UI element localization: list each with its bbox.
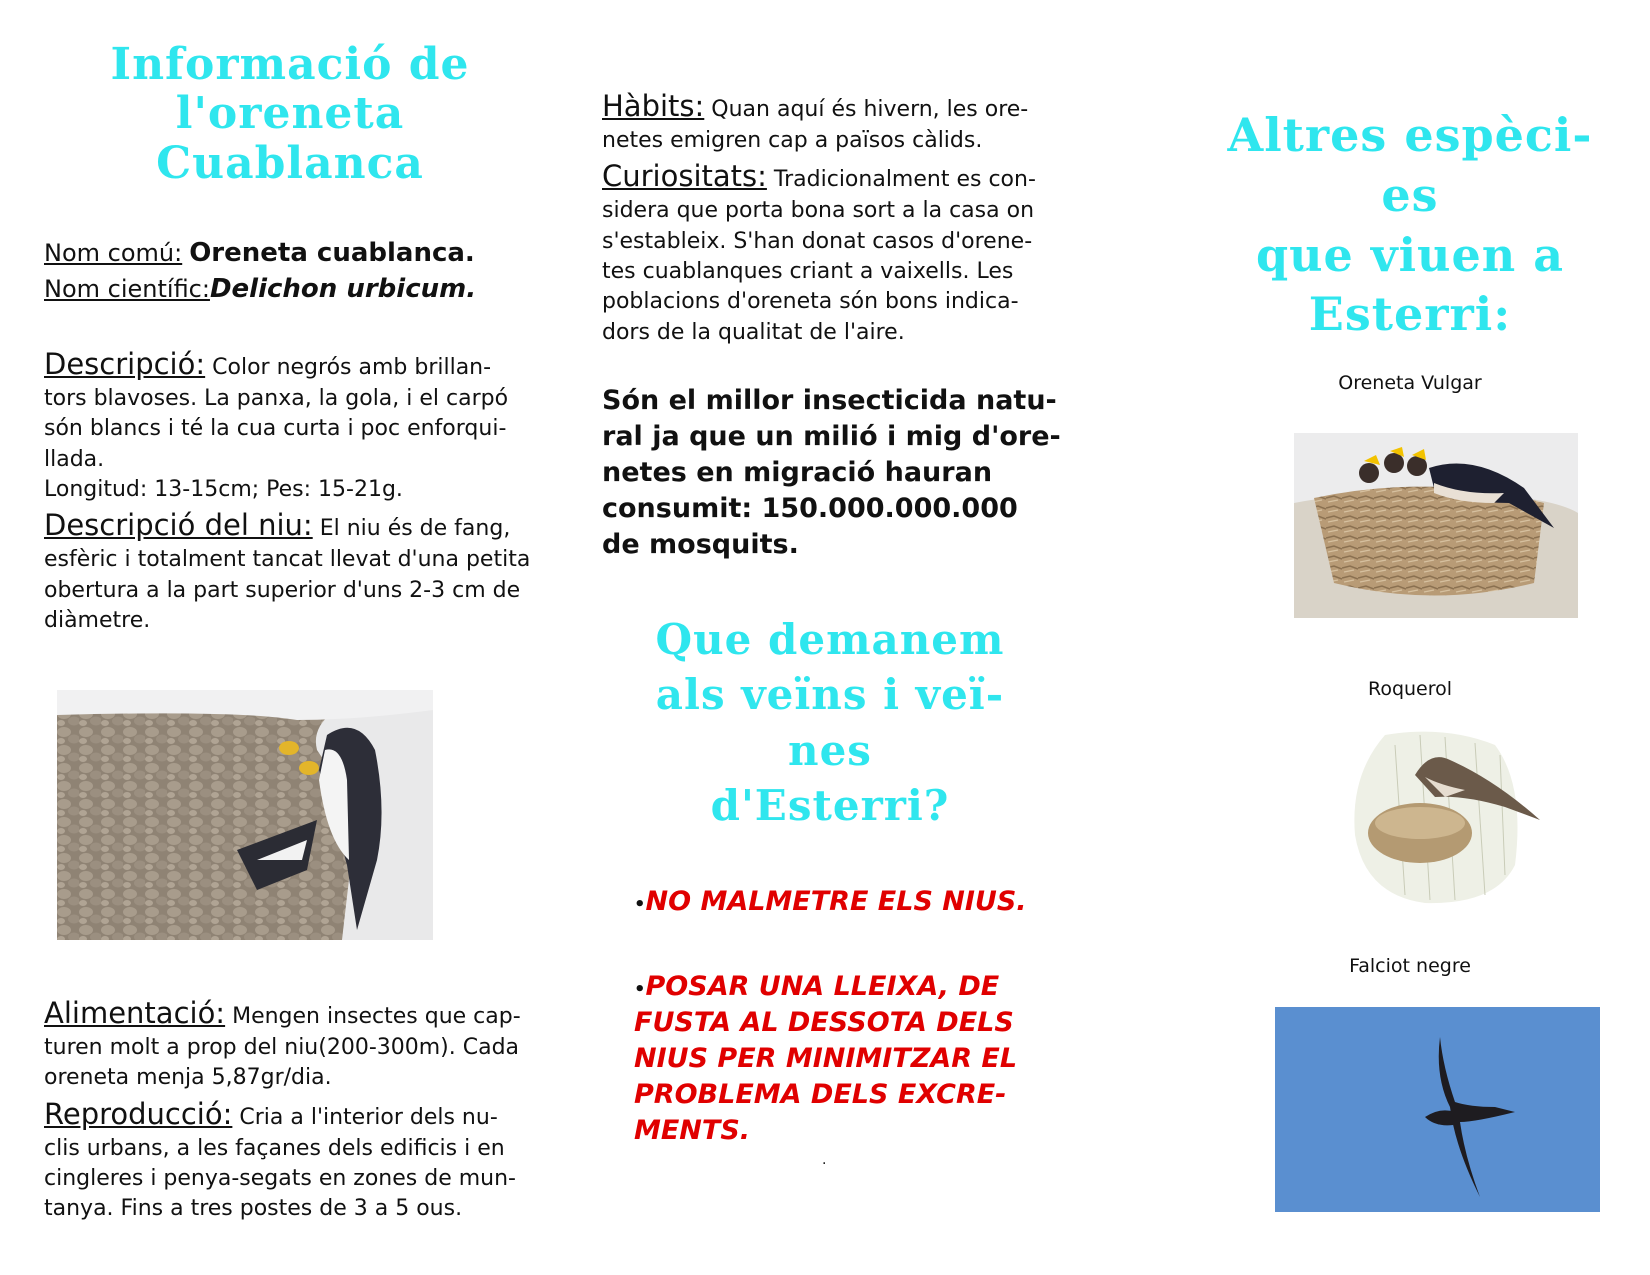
habits-text: netes emigren cap a països càlids. bbox=[602, 128, 983, 154]
bullet-text: MENTS. bbox=[634, 1114, 751, 1146]
bullet-text: FUSTA AL DESSOTA DELS bbox=[634, 1006, 1014, 1038]
reproduccio-text: tanya. Fins a tres postes de 3 a 5 ous. bbox=[44, 1196, 463, 1222]
curiositats-text: sidera que porta bona sort a la casa on bbox=[602, 198, 1035, 224]
nom-cientific-line bbox=[44, 272, 554, 308]
descripcio-label: Descripció: bbox=[44, 347, 206, 381]
descripcio-block bbox=[44, 344, 554, 637]
habits-text: Quan aquí és hivern, les ore- bbox=[704, 97, 1029, 122]
photo-falciot-negre bbox=[1275, 1007, 1600, 1212]
title-demanem bbox=[600, 612, 1060, 834]
alimentacio-label: Alimentació: bbox=[44, 996, 226, 1030]
title-line: Cuablanca bbox=[156, 137, 424, 189]
alimentacio-block bbox=[44, 993, 554, 1225]
insecticida-text: netes en migració hauran bbox=[602, 456, 993, 488]
photo-oreneta-cuablanca bbox=[57, 690, 433, 940]
insecticida-text: Són el millor insecticida natu- bbox=[602, 385, 1057, 416]
niu-text: diàmetre. bbox=[44, 608, 151, 634]
curiositats-label: Curiositats: bbox=[602, 159, 767, 194]
alimentacio-text: turen molt a prop del niu(200-300m). Cada bbox=[44, 1035, 520, 1061]
title-line: es bbox=[1381, 167, 1439, 222]
curiositats-text: dors de la qualitat de l'aire. bbox=[602, 319, 905, 345]
bullet-posar-lleixa bbox=[634, 969, 1074, 1149]
insecticida-text: consumit: 150.000.000.000 bbox=[602, 492, 1018, 524]
insecticida-block bbox=[602, 383, 1082, 563]
photo-roquerol bbox=[1325, 725, 1560, 910]
reproduccio-text: Cria a l'interior dels nu- bbox=[232, 1104, 498, 1130]
niu-text: esfèric i totalment tancat llevat d'una petita bbox=[44, 547, 531, 573]
title-line: Informació de bbox=[110, 39, 470, 90]
title-line: Altres espèci- bbox=[1227, 108, 1593, 162]
title-line: als veïns i veï- bbox=[655, 670, 1005, 720]
bullet-text: POSAR UNA LLEIXA, DE bbox=[645, 971, 1000, 1002]
bullet-text: PROBLEMA DELS EXCRE- bbox=[634, 1078, 1007, 1110]
nom-cientific-label: Nom científic: bbox=[44, 274, 210, 303]
title-informacio bbox=[40, 40, 540, 188]
nom-comu-value: Oreneta cuablanca. bbox=[189, 238, 475, 268]
habits-block bbox=[602, 86, 1072, 348]
habits-label: Hàbits: bbox=[602, 89, 705, 123]
curiositats-text: s'estableix. S'han donat casos d'orene- bbox=[602, 228, 1033, 254]
trailing-dot: . bbox=[822, 1152, 827, 1168]
caption-oreneta-vulgar: Oreneta Vulgar bbox=[1338, 372, 1482, 394]
alimentacio-text: oreneta menja 5,87gr/dia. bbox=[44, 1065, 332, 1091]
insecticida-text: de mosquits. bbox=[602, 528, 799, 560]
insecticida-text: ral ja que un milió i mig d'ore- bbox=[602, 420, 1061, 452]
title-line: Esterri: bbox=[1308, 287, 1512, 342]
niu-text: El niu és de fang, bbox=[312, 516, 511, 542]
bullet-dot: • bbox=[634, 894, 646, 915]
names-block bbox=[44, 236, 554, 308]
title-line: nes bbox=[788, 725, 872, 775]
niu-text: obertura a la part superior d'uns 2-3 cm de bbox=[44, 577, 521, 603]
reproduccio-label: Reproducció: bbox=[44, 1096, 233, 1131]
reproduccio-text: cingleres i penya-segats en zones de mun- bbox=[44, 1166, 516, 1192]
bullet-dot: • bbox=[634, 979, 646, 1000]
bullet-text: NO MALMETRE ELS NIUS. bbox=[645, 886, 1027, 917]
title-line: l'oreneta bbox=[175, 88, 405, 140]
curiositats-text: tes cuablanques criant a vaixells. Les bbox=[602, 259, 1014, 285]
nom-cientific-value: Delichon urbicum. bbox=[209, 273, 477, 304]
descripcio-text: llada. bbox=[44, 446, 105, 472]
descripcio-text: Longitud: 13-15cm; Pes: 15-21g. bbox=[44, 477, 403, 503]
descripcio-text: tors blavoses. La panxa, la gola, i el carpó bbox=[44, 386, 509, 412]
niu-label: Descripció del niu: bbox=[44, 508, 313, 543]
caption-falciot-negre: Falciot negre bbox=[1349, 955, 1471, 977]
nom-comu-label: Nom comú: bbox=[44, 239, 183, 267]
title-line: Que demanem bbox=[655, 615, 1005, 664]
descripcio-text: són blancs i té la cua curta i poc enforqui- bbox=[44, 416, 507, 442]
title-line: d'Esterri? bbox=[710, 781, 950, 831]
descripcio-text: Color negrós amb brillan- bbox=[205, 355, 492, 380]
title-line: que viuen a bbox=[1255, 227, 1565, 282]
caption-roquerol: Roquerol bbox=[1367, 678, 1453, 700]
nom-comu-line bbox=[44, 236, 554, 272]
bullet-no-malmetre bbox=[634, 884, 1074, 920]
curiositats-text: poblacions d'oreneta són bons indica- bbox=[602, 289, 1019, 315]
photo-oreneta-vulgar bbox=[1294, 433, 1578, 618]
reproduccio-text: clis urbans, a les façanes dels edificis i en bbox=[44, 1135, 505, 1161]
title-altres-especies bbox=[1180, 106, 1640, 345]
bullet-text: NIUS PER MINIMITZAR EL bbox=[634, 1042, 1018, 1074]
curiositats-text: Tradicionalment es con- bbox=[766, 167, 1036, 193]
alimentacio-text: Mengen insectes que cap- bbox=[225, 1004, 521, 1029]
